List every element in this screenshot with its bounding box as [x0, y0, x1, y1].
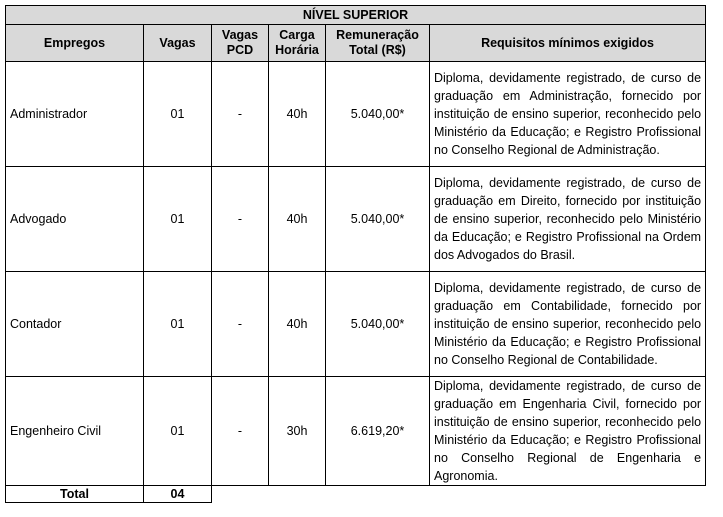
total-blank: [326, 486, 430, 503]
cell-remuneracao: 5.040,00*: [326, 167, 430, 272]
cell-carga: 30h: [269, 377, 326, 486]
cell-emprego: Engenheiro Civil: [6, 377, 144, 486]
vacancies-table: [5, 5, 706, 503]
total-label: Total: [6, 486, 144, 503]
total-row: [6, 486, 706, 503]
table-row: [6, 272, 706, 377]
cell-vagas-pcd: -: [212, 167, 269, 272]
cell-emprego: Contador: [6, 272, 144, 377]
total-blank: [269, 486, 326, 503]
header-empregos: Empregos: [6, 25, 144, 62]
header-vagas: Vagas: [144, 25, 212, 62]
total-blank: [212, 486, 269, 503]
cell-remuneracao: 5.040,00*: [326, 62, 430, 167]
table-row: [6, 167, 706, 272]
header-remuneracao-line2: Total (R$): [349, 43, 406, 57]
header-requisitos: Requisitos mínimos exigidos: [430, 25, 706, 62]
cell-vagas: 01: [144, 62, 212, 167]
cell-vagas-pcd: -: [212, 377, 269, 486]
header-row: [6, 25, 706, 62]
cell-vagas-pcd: -: [212, 62, 269, 167]
table-row: [6, 62, 706, 167]
cell-carga: 40h: [269, 167, 326, 272]
cell-requisitos: Diploma, devidamente registrado, de curso de graduação em Engenharia Civil, fornecido por instituição de ensino superior, reconhecido pelo Ministério da Educação; e Registro Profissional no Conselho Regional de Engenharia e Agronomia.: [430, 377, 706, 486]
cell-remuneracao: 5.040,00*: [326, 272, 430, 377]
total-blank: [430, 486, 706, 503]
cell-emprego: Advogado: [6, 167, 144, 272]
cell-carga: 40h: [269, 272, 326, 377]
table-row: [6, 377, 706, 486]
header-remuneracao: [326, 25, 430, 62]
cell-requisitos: Diploma, devidamente registrado, de curso de graduação em Contabilidade, fornecido por instituição de ensino superior, reconhecido pelo Ministério da Educação; e Registro Profissional no Conselho Regional de Contabilidade.: [430, 272, 706, 377]
header-vagas-pcd: [212, 25, 269, 62]
cell-vagas: 01: [144, 167, 212, 272]
cell-remuneracao: 6.619,20*: [326, 377, 430, 486]
header-carga-line1: Carga: [279, 28, 315, 42]
header-vagas-pcd-line2: PCD: [226, 43, 254, 57]
table-title: NÍVEL SUPERIOR: [6, 6, 706, 25]
cell-vagas-pcd: -: [212, 272, 269, 377]
cell-emprego: Administrador: [6, 62, 144, 167]
cell-vagas: 01: [144, 272, 212, 377]
cell-carga: 40h: [269, 62, 326, 167]
header-vagas-pcd-line1: Vagas: [221, 28, 259, 42]
header-carga-line2: Horária: [275, 43, 319, 57]
header-carga-horaria: [269, 25, 326, 62]
cell-requisitos: Diploma, devidamente registrado, de curso de graduação em Direito, fornecido por instituição de ensino superior, reconhecido pelo Ministério da Educação; e Registro Profissional na Ordem dos Advogados do Brasil.: [430, 167, 706, 272]
header-remuneracao-line1: Remuneração: [336, 28, 419, 42]
total-value: 04: [144, 486, 212, 503]
cell-vagas: 01: [144, 377, 212, 486]
cell-requisitos: Diploma, devidamente registrado, de curso de graduação em Administração, fornecido por instituição de ensino superior, reconhecido pelo Ministério da Educação; e Registro Profissional no Conselho Regional de Administração.: [430, 62, 706, 167]
